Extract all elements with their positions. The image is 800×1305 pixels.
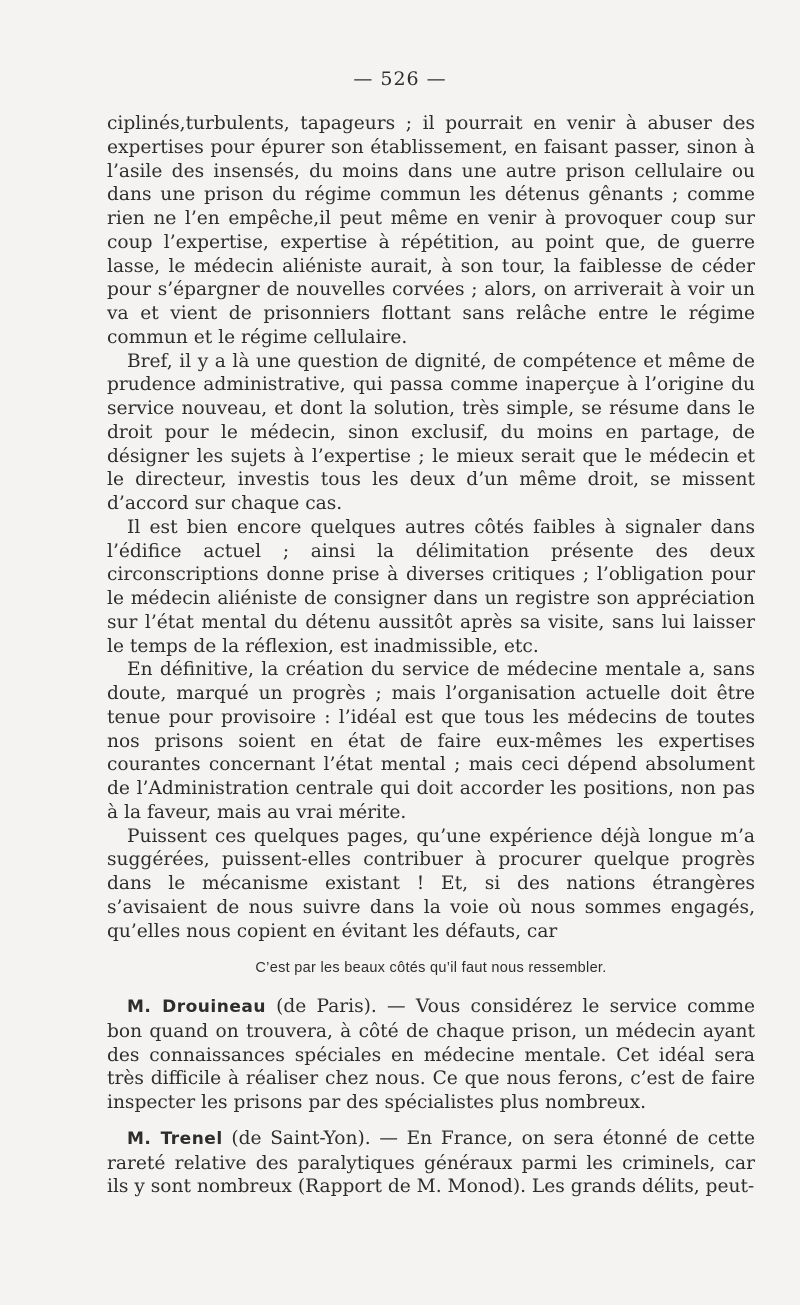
spacer xyxy=(107,1115,755,1127)
speaker-name-drouineau: M. Drouineau xyxy=(127,997,266,1017)
paragraph-3: Il est bien encore quelques autres côtés faibles à signaler dans l’édifice actuel ; ainsi la délimitation présente des deux circonscriptions donne prise à diverses critiques ; l’obligation pour le médecin aliéniste de consigner dans un registre son appréciation sur l’état mental du détenu aussitôt après sa visite, sans lui laisser le temps de la réflexion, est inadmissible, etc. xyxy=(107,516,755,657)
speaker-text-drouineau: (de Paris). — Vous considérez le service comme bon quand on trouvera, à côté de chaque prison, un médecin ayant des connaissances spéciales en médecine mentale. Cet idéal sera très difficile à réaliser chez nous. Ce que nous ferons, c’est de faire inspecter les prisons par des spécialistes plus nombreux. xyxy=(107,996,755,1113)
page-number: — 526 — xyxy=(353,68,447,90)
paragraph-1: ciplinés,turbulents, tapageurs ; il pourrait en venir à abuser des expertises pour épurer son établissement, en faisant passer, sinon à l’asile des insensés, du moins dans une autre prison cellulaire ou dans une prison du régime commun les détenus gênants ; comme rien ne l’en empêche,il peut même en venir à provoquer coup sur coup l’expertise, expertise à répétition, au point que, de guerre lasse, le médecin aliéniste aurait, à son tour, la faiblesse de céder pour s’épargner de nouvelles corvées ; alors, on arriverait à voir un va et vient de prisonniers flottant sans relâche entre le régime commun et le régime cellulaire. xyxy=(107,113,755,348)
quote: C’est par les beaux côtés qu’il faut nous ressembler. xyxy=(255,960,607,977)
paragraph-4: En définitive, la création du service de médecine mentale a, sans doute, marqué un progrès ; mais l’organisation actuelle doit être tenue pour provisoire : l’idéal est que tous les médecins de toutes nos prisons soient en état de faire eux-mêmes les expertises courantes concernant l’état mental ; mais ceci dépend absolument de l’Administration centrale qui doit accorder les positions, non pas à la faveur, mais au vrai mérite. xyxy=(107,659,755,823)
speaker-name-trenel: M. Trenel xyxy=(127,1128,223,1149)
paragraph-5: Puissent ces quelques pages, qu’une expérience déjà longue m’a suggérées, puissent-elles contribuer à procurer quelque progrès dans le mécanisme existant ! Et, si des nations étrangères s’avisaient de nous suivre dans la voie où nous sommes engagés, qu’elles nous copient en évitant les défauts, car xyxy=(107,825,755,942)
paragraph-2: Bref, il y a là une question de dignité, de compétence et même de prudence administrative, qui passa comme inaperçue à l’origine du service nouveau, et dont la solution, très simple, se résume dans le droit pour le médecin, sinon exclusif, du moins en partage, de désigner les sujets à l’expertise ; le mieux serait que le médecin et le directeur, investis tous les deux d’un même droit, se missent d’accord sur chaque cas. xyxy=(107,350,755,514)
speaker-paragraph-trenel xyxy=(107,1127,755,1199)
speaker-paragraph-drouineau xyxy=(107,995,755,1115)
speaker-text-trenel: (de Saint-Yon). — En France, on sera étonné de cette rareté relative des paralytiques généraux parmi les criminels, car ils y sont nombreux (Rapport de M. Monod). Les grands délits, peut- xyxy=(107,1127,755,1198)
body-text xyxy=(107,112,755,1199)
